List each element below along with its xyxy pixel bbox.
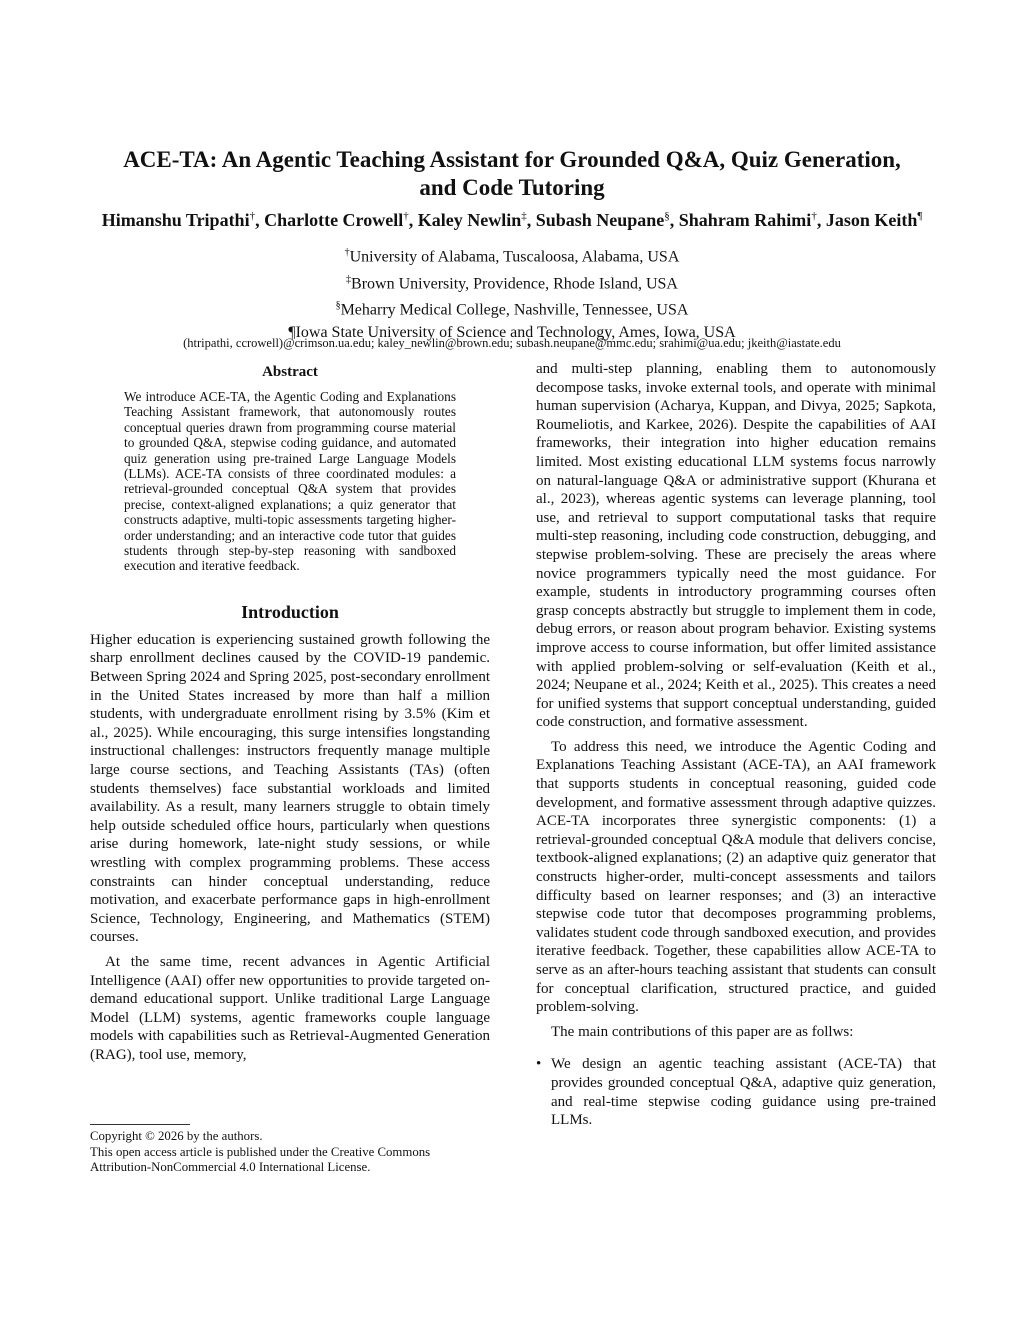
left-column xyxy=(90,362,490,1071)
author-emails: (htripathi, ccrowell)@crimson.ua.edu; kaley_newlin@brown.edu; subash.neupane@mmc.edu; srahimi@ua.edu; jkeith@iastate.edu xyxy=(183,336,841,350)
author-mark: † xyxy=(249,210,256,222)
intro-paragraph-4: To address this need, we introduce the Agentic Coding and Explanations Teaching Assistant (ACE-TA), an AAI framework that supports students in conceptual reasoning, guided code development, and formative assessment through adaptive quizzes. ACE-TA incorporates three synergistic components: (1) a retrieval-grounded conceptual Q&A module that delivers concise, textbook-aligned explanations; (2) an adaptive quiz generator that constructs higher-order, multi-concept assessments and tailors difficulty based on learner responses; and (3) an interactive stepwise code tutor that decomposes programming problems, validates student code through sandboxed execution, and provides iterative feedback. Together, these capabilities allow ACE-TA to serve as an after-hours teaching assistant that students can consult for conceptual clarification, structured practice, and guided problem-solving. xyxy=(536,738,936,1016)
abstract-heading: Abstract xyxy=(262,364,318,380)
author-mark: ‡ xyxy=(521,210,527,222)
affiliation-mark: § xyxy=(335,300,341,312)
author-name: Jason Keith xyxy=(825,210,918,230)
affiliation-text: Iowa State University of Science and Technology, Ames, Iowa, USA xyxy=(295,323,736,341)
author-mark: † xyxy=(811,210,817,222)
author-name: Shahram Rahimi xyxy=(678,210,812,230)
contributions-list xyxy=(536,1055,936,1129)
author-mark: § xyxy=(664,210,670,222)
right-column xyxy=(536,360,936,1130)
author-name: Charlotte Crowell xyxy=(264,210,404,230)
affiliation-list xyxy=(0,242,1024,344)
contribution-item xyxy=(536,1055,936,1129)
intro-paragraph-2: At the same time, recent advances in Agentic Artificial Intelligence (AAI) offer new opportunities to provide targeted on-demand educational support. Unlike traditional Large Language Model (LLM) systems, agentic frameworks couple language models with capabilities such as Retrieval-Augmented Generation (RAG), tool use, memory, xyxy=(90,953,490,1063)
title-line-1: ACE-TA: An Agentic Teaching Assistant for Grounded Q&A, Quiz Generation, xyxy=(123,147,901,172)
license-line-2: Attribution-NonCommercial 4.0 International License. xyxy=(90,1160,371,1174)
affiliation xyxy=(0,242,1024,269)
author-mark: † xyxy=(403,210,409,222)
intro-paragraph-3: and multi-step planning, enabling them to autonomously decompose tasks, invoke external tools, and operate with minimal human supervision (Acharya, Kuppan, and Divya, 2025; Sapkota, Roumeliotis, and Karkee, 2026). Despite the capabilities of AAI frameworks, their integration into higher education remains limited. Most existing educational LLM systems focus narrowly on natural-language Q&A or administrative support (Khurana et al., 2023), whereas agentic systems can leverage planning, tool use, and retrieval to support computational tasks that require multi-step reasoning, including code construction, debugging, and stepwise problem-solving. These are precisely the areas where novice programmers typically need the most guidance. For example, students in introductory programming courses often grasp concepts abstractly but struggle to implement them in code, debug errors, or reason about program behavior. Existing systems improve access to course information, but offer limited assistance with applied problem-solving or self-evaluation (Keith et al., 2024; Neupane et al., 2024; Keith et al., 2025). This creates a need for unified systems that support conceptual understanding, guided code construction, and formative assessment. xyxy=(536,361,937,731)
affiliation-text: University of Alabama, Tuscaloosa, Alabama, USA xyxy=(349,248,680,266)
affiliation-text: Brown University, Providence, Rhode Island, USA xyxy=(351,274,678,292)
affiliation-mark: ¶ xyxy=(288,323,296,341)
copyright-line: Copyright © 2026 by the authors. xyxy=(90,1129,263,1143)
affiliation xyxy=(0,295,1024,322)
author-name: Subash Neupane xyxy=(535,210,665,230)
bullet-icon: • xyxy=(536,1056,542,1073)
author-list: Himanshu Tripathi†, Charlotte Crowell†, Kaley Newlin‡, Subash Neupane§, Shahram Rahimi†, Jason Keith¶ xyxy=(101,210,923,230)
author-name: Himanshu Tripathi xyxy=(101,210,250,230)
affiliation-mark: ‡ xyxy=(346,273,352,285)
introduction-heading: Introduction xyxy=(241,601,339,622)
affiliation-text: Meharry Medical College, Nashville, Tennessee, USA xyxy=(340,301,689,319)
intro-paragraph-5: The main contributions of this paper are as follws: xyxy=(551,1023,854,1040)
footnote-rule xyxy=(90,1124,190,1125)
contribution-text: We design an agentic teaching assistant (ACE-TA) that provides grounded conceptual Q&A, adaptive quiz generation, and real-time stepwise coding guidance using pre-trained LLMs. xyxy=(551,1056,936,1129)
paper-title xyxy=(0,146,1024,202)
affiliation xyxy=(0,269,1024,296)
abstract-text: We introduce ACE-TA, the Agentic Coding and Explanations Teaching Assistant framework, that autonomously routes conceptual queries drawn from programming course material to grounded Q&A, stepwise coding guidance, and automated quiz generation using pre-trained Large Language Models (LLMs). ACE-TA consists of three coordinated modules: a retrieval-grounded conceptual Q&A system that provides precise, context-aligned explanations; a quiz generator that constructs adaptive, multi-topic assessments targeting higher-order understanding; and an interactive code tutor that guides students through step-by-step reasoning with sandboxed execution and iterative feedback. xyxy=(124,389,456,574)
author-mark: ¶ xyxy=(917,210,923,222)
author-name: Kaley Newlin xyxy=(417,210,522,230)
license-line-1: This open access article is published under the Creative Commons xyxy=(90,1144,431,1159)
affiliation-mark: † xyxy=(344,247,350,258)
copyright-footnote xyxy=(90,1129,510,1176)
intro-paragraph-1: Higher education is experiencing sustained growth following the sharp enrollment declines caused by the COVID-19 pandemic. Between Spring 2024 and Spring 2025, post-secondary enrollment in the United States increased by more than half a million students, with undergraduate enrollment rising by 3.5% (Kim et al., 2025). While encouraging, this surge intensifies longstanding instructional challenges: instructors frequently manage multiple large course sections, and Teaching Assistants (TAs) (often students themselves) face substantial workloads and limited availability. As a result, many learners struggle to obtain timely help outside scheduled office hours, particularly when questions arise during homework, late-night study sessions, or while wrestling with complex programming problems. These access constraints can hinder conceptual understanding, reduce motivation, and exacerbate performance gaps in high-enrollment Science, Technology, Engineering, and Mathematics (STEM) courses. xyxy=(90,631,490,946)
title-line-2: and Code Tutoring xyxy=(419,175,605,200)
